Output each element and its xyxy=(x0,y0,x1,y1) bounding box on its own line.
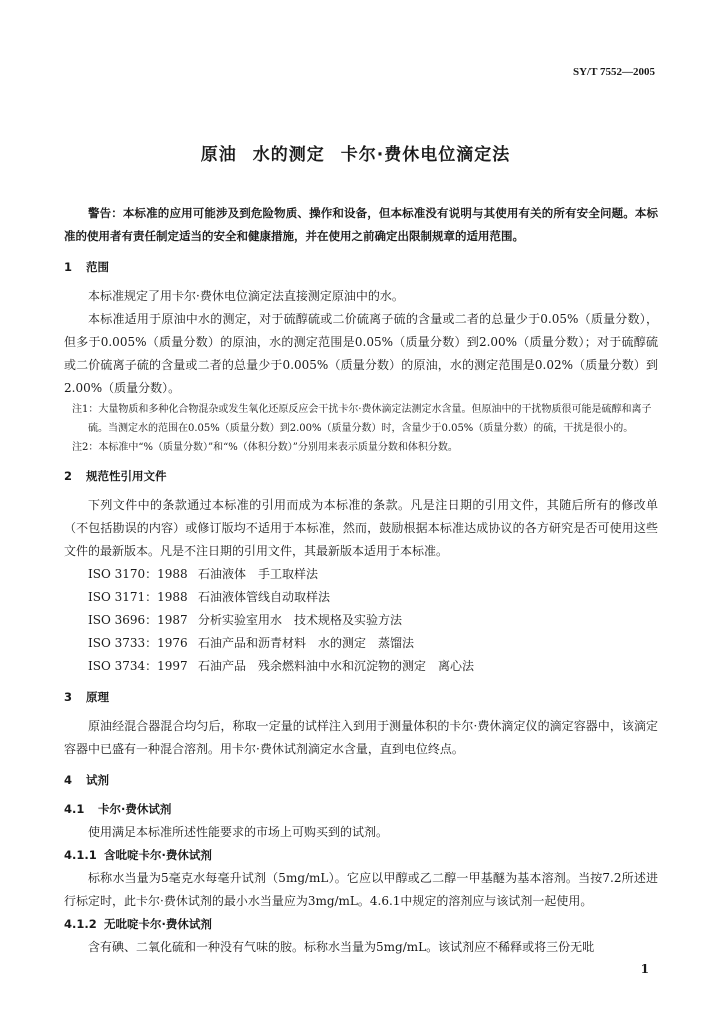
section-4-1-1-heading: 4.1.1 含吡啶卡尔·费休试剂 xyxy=(64,848,212,862)
section-2-heading: 2 规范性引用文件 xyxy=(64,469,167,483)
section-1-paragraph-2: 本标准适用于原油中水的测定，对于硫醇硫或二价硫离子硫的含量或二者的总量少于0.05%（质量分数），但多于0.005%（质量分数）的原油，水的测定范围是0.05%（质量分数）到2.00%（质量分数）；对于硫醇硫或二价硫离子硫的含量或二者的总量少于0.005%（质量分数）的原油，水的测定范围是0.02%（质量分数）到2.00%（质量分数）。 xyxy=(64,312,658,395)
section-4-1-2-heading: 4.1.2 无吡啶卡尔·费休试剂 xyxy=(64,917,212,931)
reference-item: ISO 3696：1987 分析实验室用水 技术规格及实验方法 xyxy=(88,613,403,627)
section-4-heading: 4 试剂 xyxy=(64,773,109,787)
section-4-1-1-paragraph: 标称水当量为5毫克水每毫升试剂（5mg/mL）。它应以甲醇或乙二醇一甲基醚为基本溶剂。当按7.2所述进行标定时，此卡尔·费休试剂的最小水当量应为3mg/mL。4.6.1中规定的溶剂应与该试剂一起使用。 xyxy=(64,871,658,908)
reference-item: ISO 3734：1997 石油产品 残余燃料油中水和沉淀物的测定 离心法 xyxy=(88,659,475,673)
section-1-paragraph-1: 本标准规定了用卡尔·费休电位滴定法直接测定原油中的水。 xyxy=(88,289,404,303)
reference-list xyxy=(64,563,658,678)
note-2: 注2：本标准中“%（质量分数）”和“%（体积分数）”分别用来表示质量分数和体积分数。 xyxy=(72,442,458,453)
document-body xyxy=(64,202,658,959)
standard-number: SY/T 7552—2005 xyxy=(572,66,655,78)
note-1: 注1：大量物质和多种化合物混杂或发生氧化还原反应会干扰卡尔·费休滴定法测定水含量。但原油中的干扰物质很可能是硫醇和离子硫。当测定水的范围在0.05%（质量分数）到2.00%（质量分数）时，含量少于0.05%（质量分数）的硫，干扰是很小的。 xyxy=(72,404,652,434)
section-3-paragraph-1: 原油经混合器混合均匀后，称取一定量的试样注入到用于测量体积的卡尔·费休滴定仪的滴定容器中，该滴定容器中已盛有一种混合溶剂。用卡尔·费休试剂滴定水含量，直到电位终点。 xyxy=(64,719,658,756)
section-4-1-heading: 4.1 卡尔·费休试剂 xyxy=(64,802,172,816)
page-number: 1 xyxy=(640,962,649,976)
title-part-3: 卡尔·费休电位滴定法 xyxy=(340,145,511,165)
section-1-heading: 1 范围 xyxy=(64,260,109,274)
section-3-heading: 3 原理 xyxy=(64,690,109,704)
section-2-paragraph-1: 下列文件中的条款通过本标准的引用而成为本标准的条款。凡是注日期的引用文件，其随后所有的修改单（不包括勘误的内容）或修订版均不适用于本标准，然而，鼓励根据本标准达成协议的各方研究是否可使用这些文件的最新版本。凡是不注日期的引用文件，其最新版本适用于本标准。 xyxy=(64,498,658,558)
warning-paragraph: 警告：本标准的应用可能涉及到危险物质、操作和设备，但本标准没有说明与其使用有关的所有安全问题。本标准的使用者有责任制定适当的安全和健康措施，并在使用之前确定出限制规章的适用范围。 xyxy=(64,206,658,243)
reference-item: ISO 3170：1988 石油液体 手工取样法 xyxy=(88,567,319,581)
section-4-1-paragraph: 使用满足本标准所述性能要求的市场上可购买到的试剂。 xyxy=(88,825,389,839)
title-part-2: 水的测定 xyxy=(252,145,325,165)
reference-item: ISO 3171：1988 石油液体管线自动取样法 xyxy=(88,590,331,604)
title-part-1: 原油 xyxy=(200,145,237,165)
section-4-1-2-paragraph: 含有碘、二氧化硫和一种没有气味的胺。标称水当量为5mg/mL。该试剂应不稀释或将三份无吡 xyxy=(88,940,595,954)
reference-item: ISO 3733：1976 石油产品和沥青材料 水的测定 蒸馏法 xyxy=(88,636,415,650)
document-title xyxy=(0,140,711,165)
